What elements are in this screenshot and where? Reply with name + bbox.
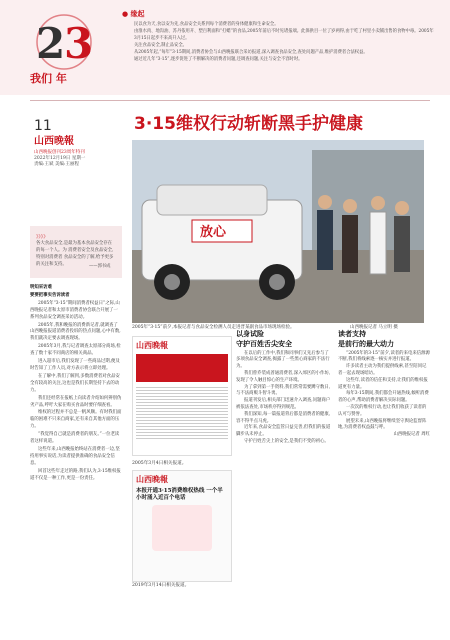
paragraph: “2005年的3·15”前夕,读者的来电来信源源不断,我们将线索逐一核实并进行报道。 [338,350,430,363]
clipping-illustration [152,505,212,551]
intro-paragraph: 民以食为天,食以安为先,食品安全关系到每个消费者的身体健康和生命安全。 [134,22,279,27]
middle-column [236,328,332,446]
intro-paragraph: 关注食品安全,制止品安全。 [134,42,187,48]
headline: 3·15维权行动斩断黑手护健康 [134,114,363,134]
paragraph: 守护百姓舌尖上的安全,是我们不变的初心。 [244,438,329,444]
photo-caption: 2005年“3·15”前夕,本报记者与食品安全检测人员走进晋某副食品市场现场检验。 [132,325,295,330]
newspaper-clipping [132,470,232,582]
subhead: 以身试险 [236,329,264,338]
left-column [30,285,122,483]
editor-line: 责编:王斌 美编:王丽程 [34,162,79,167]
paragraph: 进入超市后,我们发现了一些商品过期,便及时告知了工作人员,对方表示将立即处理。 [30,359,120,371]
intro-paragraph: 从2005年起,“每年”3·15期间,消费者协会与山西晚报联合采访报道,深入调查食品安全,查处问题产品,维护消费者合法权益。 [134,49,368,55]
svg-text:3: 3 [64,19,94,68]
clipping-masthead: 山西晚報 [136,474,168,484]
intro-paragraph: 通过近几年“3·15”,逐步促进了不断解决的消费者问题,还调查问题,关注与安全不容时时。 [134,56,303,62]
paragraph: “我觉得自己就是消费者的朋友。”一位老读者这样说道。 [30,432,120,445]
svg-text:2: 2 [36,19,66,68]
clipping-headline: 本报开通3·15消费维权热线 一个半小时涌入近百个电话 [136,488,223,501]
clipping-text-lines [136,385,228,440]
clipping-caption: 2019年3月14日相关报道。 [132,583,190,588]
byline: 山西晚报记者 周红 [393,432,430,438]
intro-paragraph: 由淮水肉、地沟油、苏丹依用开、塑百利面和“打蜡”的食品,2005年前后不时见诸报端。此保供目一位了岁两得,由于吃了村里小卖铺出售的食物中毒。2005年3月15日起步不来高升入过。 [134,28,434,41]
clipping-banner [136,354,228,382]
masthead: 山西晚報 [34,136,74,147]
paragraph: 在以后的工作中,我们和同事们又先后参与了多项食品安全调查,揭露了一些黑心商家的不法行为。 [236,350,330,370]
paragraph: 我们曾乔装成普通消费者,深入郊区的小作坊,发现了令人触目惊心的生产环境。 [236,370,331,383]
paragraph: 每年3·15期间,我们都会开通热线,倾听消费者的心声,帮助消费者解决实际问题。 [338,391,429,404]
masthead-subtitle: 山西晚报创刊23周年特刊 [34,150,85,155]
paragraph: 这些年来,山西晚报始终站在消费者一边,坚持用事实说话,为读者提供准确的食品安全信息。 [30,446,120,466]
paragraph: 2005年,我和晚报的消费新记者,就调查了山西晚报报道消费者投诉的热点问题,心中有数,我们就决定要去调查现场。 [30,322,121,342]
subhead: 是前行的最大动力 [338,338,394,348]
paragraph: 为了拿到第一手资料,我们常常需要蹲守数日,与不法商贩斗智斗勇。 [236,384,331,397]
paragraph: 在了解中,我们了解到,多数消费者对食品安全有较高的关注,这也是我们长期坚持下去的动力。 [30,373,120,393]
sidebar-header: 》》》》 [36,235,48,240]
paragraph: 许多读者主动为我们提供线索,甚至陪同记者一起去现场暗访。 [338,364,427,376]
main-photo [132,140,424,323]
logo-caption: 我们 年 [30,72,67,85]
subhead: 要要把事实告诉读者 [30,292,70,298]
issue-meta [34,150,85,168]
newspaper-clipping [132,336,232,456]
paragraph: 报道刊发后,相关部门迅速介入调查,问题商户被依法查处,市场秩序得到规范。 [236,398,331,410]
vehicle-text: 放心 [200,225,227,240]
date-line: 2022年12月19日 星期一 [34,156,86,161]
intro-text [134,22,434,63]
subhead: 读者支持 [338,329,366,338]
page-number: 11 [34,118,52,134]
clipping-masthead: 山西晚報 [136,340,168,350]
paragraph: 我们深知,每一篇报道背后都是消费者的健康,容不得半点马虎。 [236,411,331,424]
paragraph: 2005年“3·15”期间消费者权益日”之际,山西晚报记者和太原市消费者协会联合开展了一系列食品安全调查采访活动。 [30,300,120,320]
clipping-caption: 2005年3月4日相关报道。 [132,461,187,466]
intro-title: ● 缘起 [122,10,145,18]
photo-illustration [132,140,424,323]
paragraph: 2005年3月,我与记者调查太原部分商场,检查了数十家不同商店的相关商品。 [30,344,121,357]
subhead: 守护百姓舌尖安全 [236,338,292,348]
paragraph: 维权的过程并不总是一帆风顺。有时我们面临的困难不只来自商家,还有来自其他方面的压力。 [30,410,122,430]
section-divider [30,100,430,101]
right-column [338,328,430,439]
photo-credit: 山西晚报记者 马立明 摄 [350,325,398,330]
paragraph: 这些年,读者的信任和支持,让我们的维权报道更有力量。 [338,377,428,390]
paragraph: 一次次的维权行动,也让我们收获了读者的认可与赞誉。 [338,404,427,417]
sidebar-signature: ——郭书成 [89,264,111,269]
paragraph: 展望未来,山西晚报将继续坚守舆论监督阵地,为消费者权益鼓与呼。 [338,418,427,431]
sidebar-body: 各大食品安全,是最为基本食品安全存在的每一个人。为 消费者安全及食品安全,特别对消费者 食品安全的了解,给予更多的关注和支持。 [36,241,114,267]
subhead: 明知采访难 [30,285,52,290]
paragraph: 近年来,食品安全监管日益完善,但我们的报道脚步从未停止。 [236,425,331,438]
paragraph: 回首这些年走过的路,我们认为,3·15维权报道不仅是一种工作,更是一份责任。 [30,468,121,481]
paragraph: 我们还经常在报纸上向读者介绍如何辨别伪劣产品,呼吁大家在购买食品时要仔细查看。 [30,395,122,408]
